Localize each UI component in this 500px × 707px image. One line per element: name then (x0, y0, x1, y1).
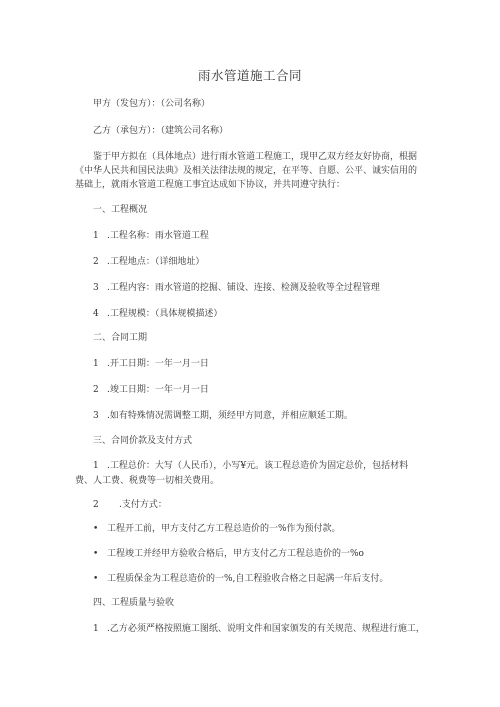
item-number: 2 (93, 385, 99, 395)
item-text: .工程内容：雨水管道的挖掘、铺设、连接、检测及验收等全过程管理 (107, 283, 380, 293)
preamble-line-1: 鉴于甲方拟在（具体地点）进行雨水管道工程施工，现甲乙双方经友好协商，根据 (93, 152, 418, 162)
bullet-text: 工程开工前，甲方支付乙方工程总造价的一%作为预付款。 (107, 524, 341, 534)
bullet-text: 工程质保金为工程总造价的一%,自工程验收合格之日起满一年后支付。 (107, 574, 389, 584)
bullet-icon: • (93, 574, 99, 584)
preamble-line-3: 基础上，就雨水管道工程施工事宜达成如下协议，并共同遵守执行： (75, 180, 346, 190)
item-text: .如有特殊情况需调整工期，须经甲方同意，并相应顺延工期。 (107, 411, 353, 421)
list-item (93, 385, 209, 396)
item-text: .工程地点：（详细地址） (107, 257, 205, 267)
list-item (93, 257, 204, 268)
bullet-item (93, 574, 388, 585)
list-item (93, 359, 209, 370)
list-item (93, 461, 408, 472)
item-number: 1 (93, 231, 99, 241)
list-item (93, 231, 209, 242)
party-a-line: 甲方（发包方）：（公司名称） (93, 99, 211, 109)
item-number: 4 (93, 309, 99, 319)
preamble-line-2: 《中华人民共和国民法典》及相关法律法规的规定，在平等、自愿、公平、诚实信用的 (75, 166, 418, 176)
item-text: .工程总价：大写（人民币），小写¥元。该工程总造价为固定总价，包括材料 (107, 461, 409, 471)
bullet-item (93, 549, 364, 560)
item-number: 3 (93, 283, 99, 293)
bullet-icon: • (93, 524, 99, 534)
section-heading: 一、工程概况 (93, 205, 148, 215)
list-item (93, 624, 425, 635)
section-heading: 二、合同工期 (93, 333, 148, 343)
item-text: .支付方式： (119, 500, 167, 510)
section-heading: 三、合同价款及支付方式 (93, 436, 193, 446)
bullet-item (93, 524, 341, 535)
section-heading: 四、工程质量与验收 (93, 598, 175, 608)
item-text: .工程规模：（具体规模描述） (107, 309, 223, 319)
item-text: .开工日期：一年一月一日 (107, 359, 209, 369)
item-text: .乙方必须严格按照施工图纸、说明文件和国家颁发的有关规范、规程进行施工， (107, 624, 425, 634)
item-number: 2 (93, 257, 99, 267)
item-number: 1 (93, 461, 99, 471)
item-text-continuation: 费、人工费、税费等一切相关费用。 (75, 476, 220, 486)
list-item (93, 411, 353, 422)
list-item (93, 500, 167, 511)
bullet-text: 工程竣工并经甲方验收合格后，甲方支付乙方工程总造价的一%o (107, 549, 364, 559)
list-item (93, 283, 380, 294)
item-number: 1 (93, 359, 99, 369)
list-item (93, 309, 222, 320)
party-b-line: 乙方（承包方）：（建筑公司名称） (93, 126, 229, 136)
item-number: 2 (93, 500, 99, 510)
item-text: .竣工日期：一年一月一日 (107, 385, 209, 395)
document-title: 雨水管道施工合同 (197, 68, 302, 83)
item-number: 1 (93, 624, 99, 634)
bullet-icon: • (93, 549, 99, 559)
item-text: .工程名称：雨水管道工程 (107, 231, 209, 241)
item-number: 3 (93, 411, 99, 421)
